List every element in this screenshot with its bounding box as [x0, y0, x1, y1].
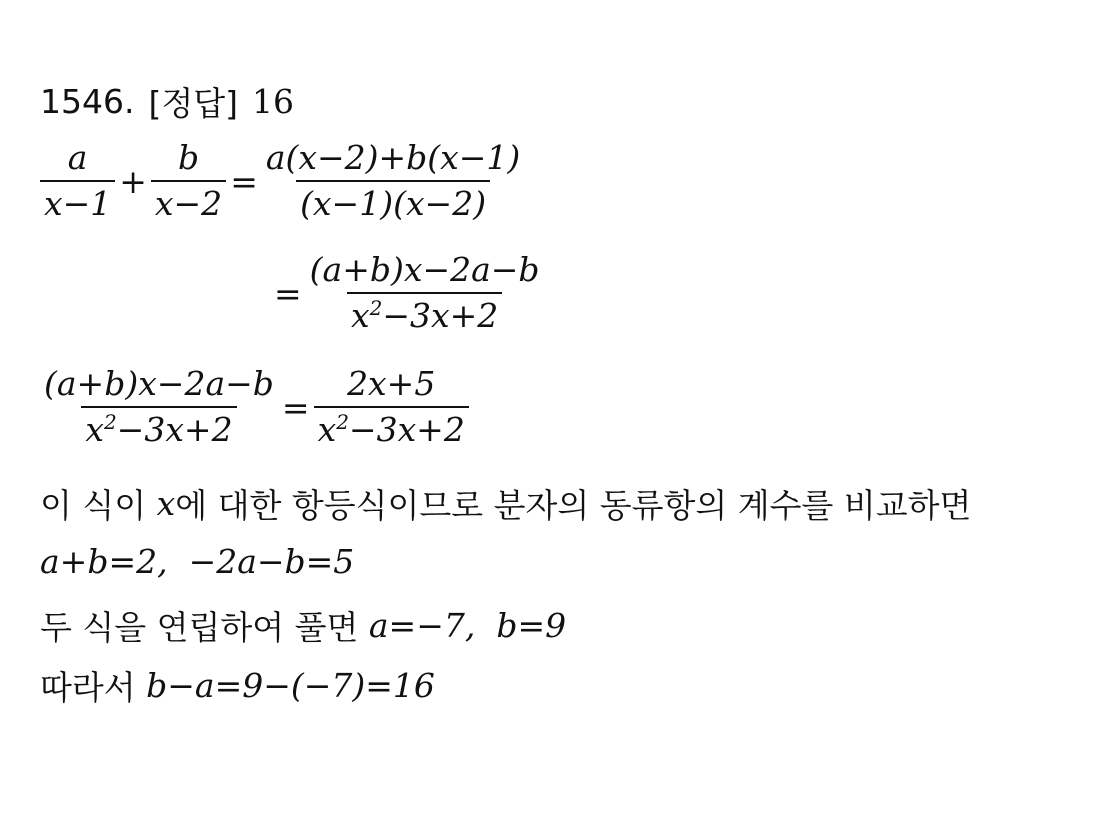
fraction-denominator: x−1	[40, 180, 115, 222]
fraction-expanded	[306, 252, 544, 335]
fraction-denominator: x−2	[151, 180, 226, 222]
fraction-denominator: $x^2-3x+2$	[314, 406, 469, 448]
equals-sign: =	[230, 161, 258, 201]
result-line	[40, 662, 435, 709]
fraction-rhs	[314, 366, 469, 449]
plus-sign: +	[119, 161, 147, 201]
equals-sign: =	[281, 387, 310, 427]
result-math: b−a=9−(−7)=16	[146, 666, 435, 705]
problem-number: 1546.	[40, 82, 135, 121]
result-text: 따라서	[40, 668, 147, 707]
identity-explanation	[40, 480, 971, 527]
fraction-denominator: (x−1)(x−2)	[296, 180, 490, 222]
coefficient-equations	[40, 542, 354, 581]
solve-math: a=−7, b=9	[368, 606, 567, 645]
fraction-a-over-x-minus-1	[40, 140, 115, 223]
equation-step-3	[40, 366, 469, 449]
solve-line	[40, 602, 566, 649]
fraction-numerator: b	[177, 138, 200, 177]
answer-value: 16	[252, 82, 294, 121]
fraction-b-over-x-minus-2	[151, 140, 226, 223]
solve-text: 두 식을 연립하여 풀면	[40, 608, 369, 647]
equation-step-2	[270, 252, 544, 335]
fraction-numerator: a(x−2)+b(x−1)	[265, 138, 521, 177]
fraction-lhs	[40, 366, 278, 449]
fraction-numerator: 2x+5	[347, 364, 436, 403]
equations-text: a+b=2, −2a−b=5	[40, 542, 355, 581]
equals-sign: =	[274, 273, 302, 313]
fraction-numerator: (a+b)x−2a−b	[44, 364, 274, 403]
identity-variable: x	[156, 484, 176, 523]
fraction-numerator: (a+b)x−2a−b	[309, 250, 540, 289]
answer-label: [정답]	[148, 84, 238, 123]
equation-step-1	[40, 140, 524, 223]
fraction-combined	[262, 140, 524, 223]
fraction-numerator: a	[67, 138, 88, 177]
fraction-denominator: $x^2-3x+2$	[81, 406, 236, 448]
fraction-denominator: $x^2-3x+2$	[347, 292, 502, 334]
identity-text-before: 이 식이	[40, 486, 157, 525]
identity-text-after: 에 대한 항등식이므로 분자의 동류항의 계수를 비교하면	[175, 486, 972, 525]
problem-header	[40, 78, 294, 125]
